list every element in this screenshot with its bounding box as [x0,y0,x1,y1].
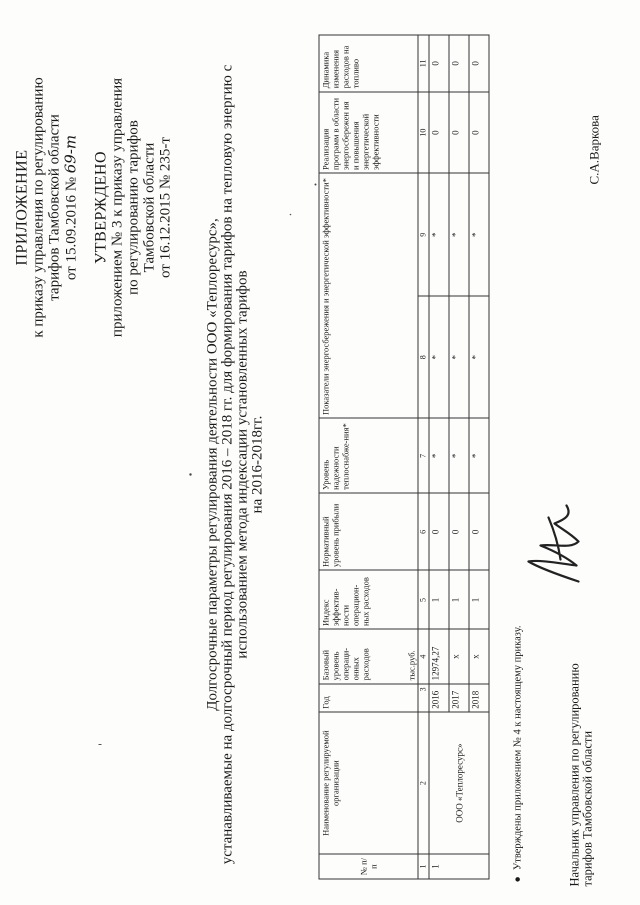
column-number: 9 [418,173,429,296]
title-line-3: использованием метода индексации установленных тарифов [234,270,251,659]
appendix-date: от 15.09.2016 № [63,176,80,281]
column-number: 10 [418,92,429,174]
program-cell: 0 [469,92,489,174]
approved-authority-line: по регулированию тарифов [125,120,142,295]
approved-order-line: приложением № 3 к приказу управления [109,77,126,338]
base-costs-cell: x [449,629,469,683]
column-number: 5 [418,570,429,629]
title-line-1: Долгосрочные параметры регулирования деятельности ООО «Теплоресурс», [204,218,221,711]
profit-cell: 0 [469,493,489,570]
column-number: 7 [418,418,429,493]
program-cell: 0 [429,92,449,174]
scan-specks [1,0,640,905]
appendix-order-line: к приказу управления по регулированию [30,77,47,338]
footnote-text: Утверждены приложением № 4 к настоящему приказу. [512,625,524,871]
energy-cell: * [469,296,489,419]
index-cell: 1 [469,570,489,629]
profit-cell: 0 [429,493,449,570]
year-cell: 2016 [429,684,449,712]
reliability-cell: * [449,418,469,493]
fuel-cell: 0 [449,35,469,92]
year-cell: 2017 [449,684,469,712]
signer-position-line-2: тарифов Тамбовской области [580,730,595,887]
header-year: Год [319,684,418,712]
energy-cell: * [429,296,449,419]
header-base-costs-unit: тыс.руб. [406,650,417,681]
rotated-document [1,0,640,905]
program-cell: 0 [449,92,469,174]
signer-name: С.А.Варкова [586,115,602,185]
header-reliability: Уровень надежности теплоснабже-ния* [319,418,418,493]
energy-cell: * [449,296,469,419]
signer-position-line-1: Начальник управления по регулированию [567,663,582,887]
header-number: № п/п [319,854,418,879]
column-number: 6 [418,493,429,570]
energy-cell: * [449,173,469,296]
energy-cell: * [429,173,449,296]
column-number: 11 [418,35,429,92]
approved-region-line: Тамбовской области [141,142,158,273]
header-base-costs-label: Базовый уровень операци-онных расходов [320,647,371,681]
profit-cell: 0 [449,493,469,570]
title-line-4: на 2016-2018гг. [249,415,266,514]
column-number: 1 [418,854,429,879]
reliability-cell: * [429,418,449,493]
header-profit-level: Нормативный уровень прибыли [319,493,418,570]
header-energy-indicators: Показатели энергосбережения и энергетической эффективности* [319,173,418,418]
base-costs-cell: 12974,27 [429,629,449,683]
fuel-cell: 0 [469,35,489,92]
header-program: Реализация программ в области энергосбережен ия и повышения энергетической эффективности [319,92,418,174]
appendix-heading: ПРИЛОЖЕНИЕ [13,149,31,266]
base-costs-cell: x [469,629,489,683]
column-number: 2 [418,712,429,854]
header-fuel-dynamics: Динамика изменения расходов на топливо [319,35,418,92]
title-line-2: устанавливаемые на долгосрочный период регулирования 2016 – 2018 гг. для формирования тарифов на тепловую энергию с [219,64,236,865]
fuel-cell: 0 [429,35,449,92]
row-number: 1 [429,854,489,879]
header-organization: Наименование регулируемой организации [319,712,418,854]
column-number: 4 [418,629,429,683]
bullet-icon: ● [512,876,524,883]
approved-date-line: от 16.12.2015 № 235-т [157,137,174,278]
index-cell: 1 [449,570,469,629]
header-efficiency-index: Индекс эффектив-ности операцион-ных расходов [319,570,418,629]
reliability-cell: * [469,418,489,493]
approved-heading: УТВЕРЖДЕНО [92,151,110,265]
index-cell: 1 [429,570,449,629]
handwritten-order-number: 69-т [61,134,80,174]
column-number: 3 [418,684,429,712]
year-cell: 2018 [469,684,489,712]
appendix-authority-line: тарифов Тамбовской области [46,114,63,301]
column-number: 8 [418,296,429,419]
organization-name: ООО «Теплоресурс» [429,712,489,854]
energy-cell: * [469,173,489,296]
